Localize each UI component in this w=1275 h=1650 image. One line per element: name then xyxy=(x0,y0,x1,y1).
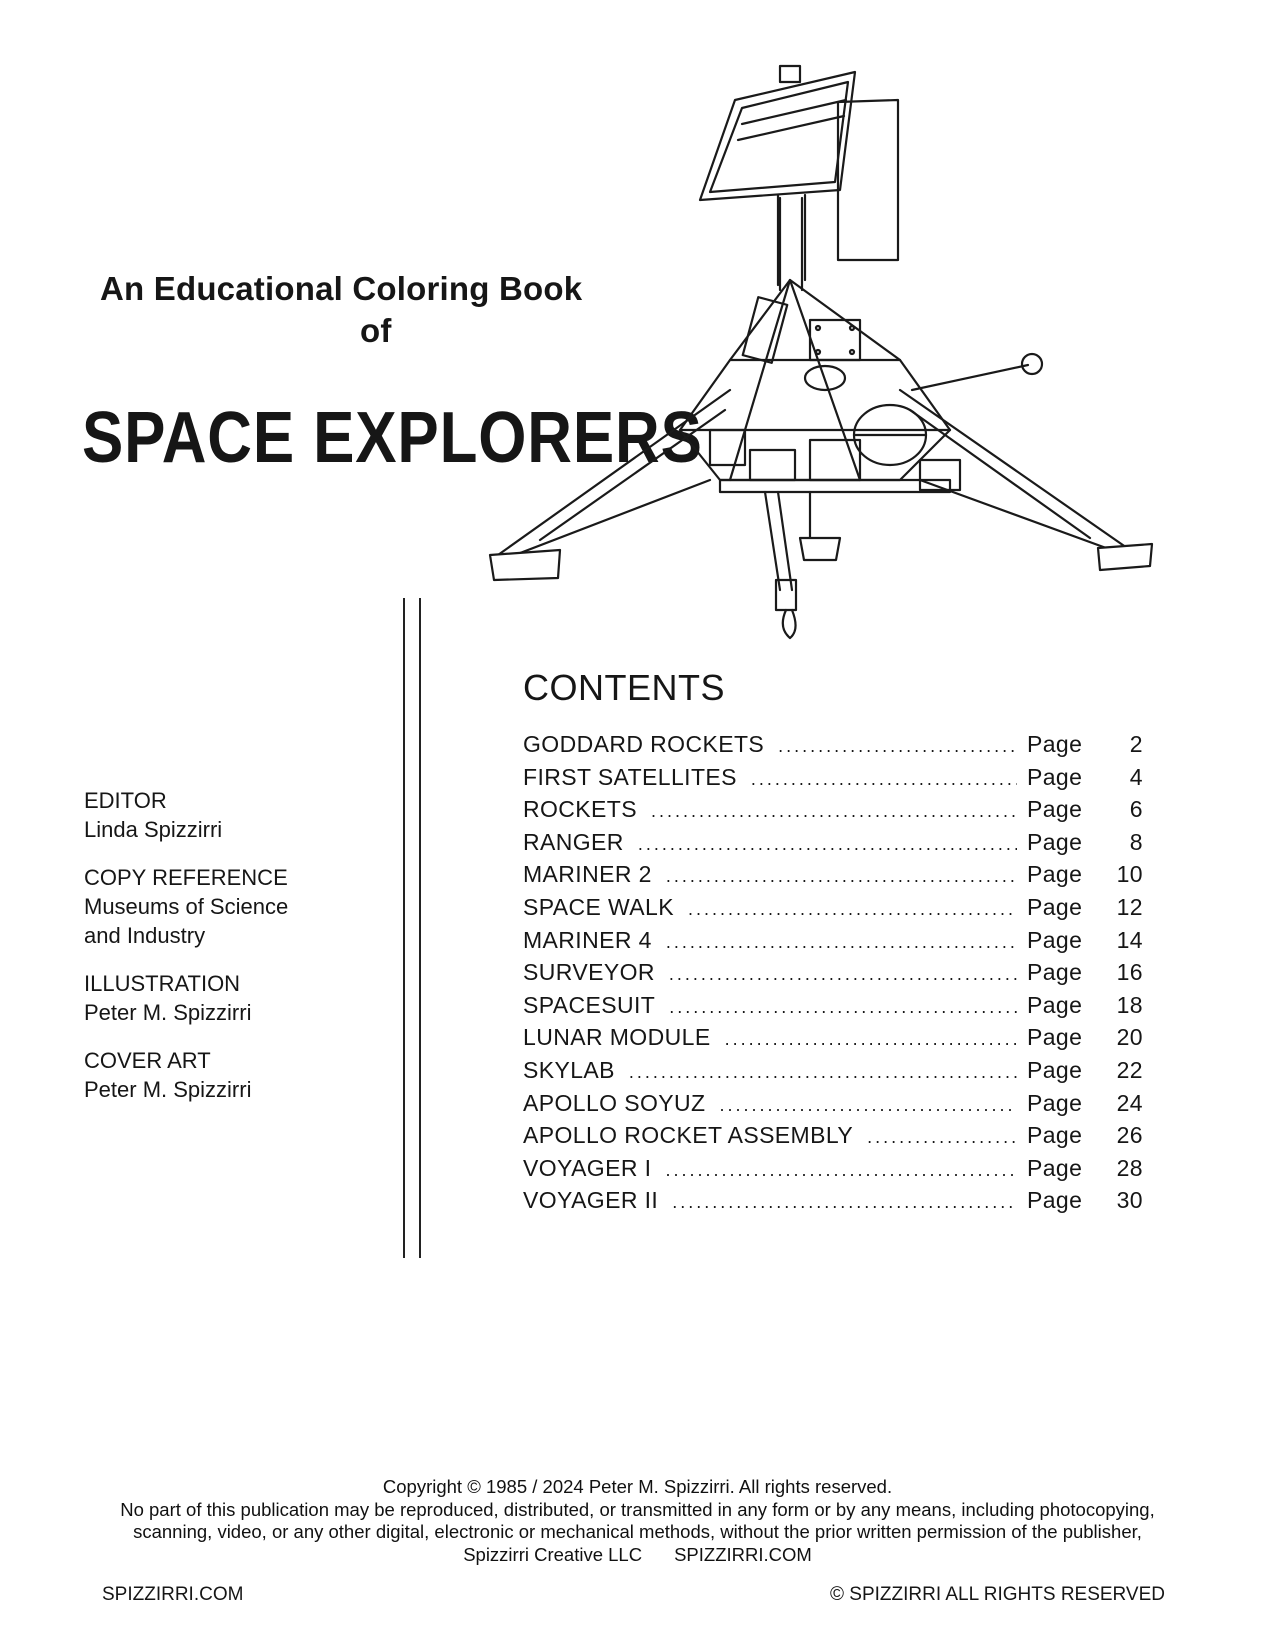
toc-page-number: 2 xyxy=(1129,731,1143,757)
toc-leader-dots xyxy=(672,1192,1017,1213)
toc-leader-dots xyxy=(629,1062,1017,1083)
toc-title: MARINER 4 xyxy=(523,926,652,953)
toc-leader-dots xyxy=(666,932,1017,953)
toc-page-label: Page xyxy=(1027,1122,1083,1149)
toc-page-number: 30 xyxy=(1116,1187,1143,1214)
toc-leader-dots xyxy=(778,736,1017,757)
sampler-arm-icon xyxy=(765,492,796,638)
toc-row xyxy=(523,1024,1143,1057)
toc-row xyxy=(523,1187,1143,1220)
toc-title: GODDARD ROCKETS xyxy=(523,731,765,757)
credit-role: COVER ART xyxy=(84,1048,211,1073)
toc-row xyxy=(523,992,1143,1025)
publisher-line xyxy=(60,1544,1215,1567)
toc-title: FIRST SATELLITES xyxy=(523,763,737,790)
divider-line xyxy=(419,598,421,1258)
toc-page-label: Page xyxy=(1027,926,1083,953)
toc-title: APOLLO ROCKET ASSEMBLY xyxy=(523,1122,854,1149)
toc-leader-dots xyxy=(666,866,1017,887)
toc-row xyxy=(523,927,1143,960)
mast-icon xyxy=(780,198,802,290)
credit-illustration xyxy=(84,969,374,1027)
toc-page-label: Page xyxy=(1027,959,1083,986)
toc-leader-dots xyxy=(719,1095,1017,1116)
toc-page-number: 26 xyxy=(1116,1122,1143,1149)
toc-title: SKYLAB xyxy=(523,1056,615,1083)
toc-page-number: 12 xyxy=(1116,893,1143,920)
toc-row xyxy=(523,894,1143,927)
credits xyxy=(84,786,374,1123)
toc-page-number: 14 xyxy=(1116,926,1143,953)
lander-frame-icon xyxy=(680,280,960,492)
toc-page-label: Page xyxy=(1027,991,1083,1018)
toc-page-number: 20 xyxy=(1116,1024,1143,1051)
toc-page-label: Page xyxy=(1027,1187,1083,1214)
toc-row xyxy=(523,1090,1143,1123)
contents-heading: CONTENTS xyxy=(523,667,725,708)
toc-page-label: Page xyxy=(1027,731,1083,757)
copyright-line: No part of this publication may be reproduced, distributed, or transmitted in any form or by any means, including photocopying, xyxy=(120,1498,1155,1520)
toc-page-label: Page xyxy=(1027,1154,1083,1181)
divider-double-line xyxy=(403,598,423,1258)
credit-editor xyxy=(84,786,374,844)
toc-title: APOLLO SOYUZ xyxy=(523,1089,706,1116)
toc-page-label: Page xyxy=(1027,861,1083,888)
surveyor-lander-illustration xyxy=(480,60,1220,680)
toc-title: SPACESUIT xyxy=(523,991,656,1018)
toc-row xyxy=(523,731,1143,764)
credit-name: Peter M. Spizzirri xyxy=(84,1077,252,1102)
toc-page-number: 6 xyxy=(1129,796,1143,823)
toc-row xyxy=(523,1057,1143,1090)
toc-leader-dots xyxy=(867,1127,1017,1148)
toc-page-label: Page xyxy=(1027,1089,1083,1116)
toc-leader-dots xyxy=(669,997,1017,1018)
solar-panel-icon xyxy=(700,66,898,285)
credit-name: Museums of Science xyxy=(84,894,289,919)
copyright-line: Copyright © 1985 / 2024 Peter M. Spizzirri. All rights reserved. xyxy=(382,1476,893,1497)
toc-leader-dots xyxy=(725,1029,1017,1050)
toc-title: SURVEYOR xyxy=(523,959,655,986)
publisher-name: Spizzirri Creative LLC xyxy=(463,1543,643,1565)
toc-page-label: Page xyxy=(1027,1056,1083,1083)
credit-role: COPY REFERENCE xyxy=(84,865,288,890)
subtitle-line-2: of xyxy=(360,312,392,349)
toc-page-label: Page xyxy=(1027,828,1083,855)
toc-leader-dots xyxy=(688,899,1017,920)
toc-page-number: 22 xyxy=(1116,1056,1143,1083)
toc-row xyxy=(523,1122,1143,1155)
toc-leader-dots xyxy=(665,1160,1017,1181)
footer-website: SPIZZIRRI.COM xyxy=(102,1584,244,1605)
toc-leader-dots xyxy=(638,834,1017,855)
credit-role: EDITOR xyxy=(84,788,167,813)
toc-leader-dots xyxy=(651,801,1017,822)
copyright-notice xyxy=(60,1476,1215,1566)
toc-row xyxy=(523,796,1143,829)
landing-legs-icon xyxy=(490,354,1152,580)
toc-leader-dots xyxy=(751,769,1017,790)
footer-rights: © SPIZZIRRI ALL RIGHTS RESERVED xyxy=(830,1584,1165,1605)
toc-page-label: Page xyxy=(1027,796,1083,823)
toc-page-label: Page xyxy=(1027,1024,1083,1051)
toc-title: VOYAGER II xyxy=(523,1187,659,1214)
toc-row xyxy=(523,861,1143,894)
credit-role: ILLUSTRATION xyxy=(84,971,241,996)
subtitle-line-1: An Educational Coloring Book xyxy=(100,270,583,307)
toc-page-label: Page xyxy=(1027,893,1083,920)
divider-line xyxy=(403,598,405,1258)
toc-title: MARINER 2 xyxy=(523,861,652,888)
toc-title: RANGER xyxy=(523,828,624,855)
table-of-contents xyxy=(523,667,1143,1220)
copyright-line: scanning, video, or any other digital, electronic or mechanical methods, without the prior written permission of the publisher, xyxy=(133,1521,1142,1542)
toc-title: SPACE WALK xyxy=(523,893,674,920)
toc-page-number: 28 xyxy=(1116,1154,1143,1181)
toc-leader-dots xyxy=(669,964,1017,985)
toc-title: VOYAGER I xyxy=(523,1154,652,1181)
credit-cover-art xyxy=(84,1046,374,1104)
toc-list xyxy=(523,731,1143,1220)
credit-copy-reference xyxy=(84,863,374,950)
publisher-website: SPIZZIRRI.COM xyxy=(674,1543,812,1565)
toc-row xyxy=(523,764,1143,797)
toc-row xyxy=(523,829,1143,862)
toc-title: ROCKETS xyxy=(523,796,637,823)
toc-row xyxy=(523,1155,1143,1188)
credit-name: and Industry xyxy=(84,923,206,948)
toc-page-number: 8 xyxy=(1129,828,1143,855)
toc-page-number: 16 xyxy=(1116,959,1143,986)
book-title: SPACE EXPLORERS xyxy=(82,398,703,478)
toc-page-number: 18 xyxy=(1116,991,1143,1018)
toc-title: LUNAR MODULE xyxy=(523,1024,711,1051)
toc-page-label: Page xyxy=(1027,763,1083,790)
toc-page-number: 24 xyxy=(1116,1089,1143,1116)
credit-name: Peter M. Spizzirri xyxy=(84,1000,252,1025)
toc-page-number: 10 xyxy=(1116,861,1143,888)
credit-name: Linda Spizzirri xyxy=(84,817,223,842)
toc-page-number: 4 xyxy=(1129,763,1143,790)
toc-row xyxy=(523,959,1143,992)
